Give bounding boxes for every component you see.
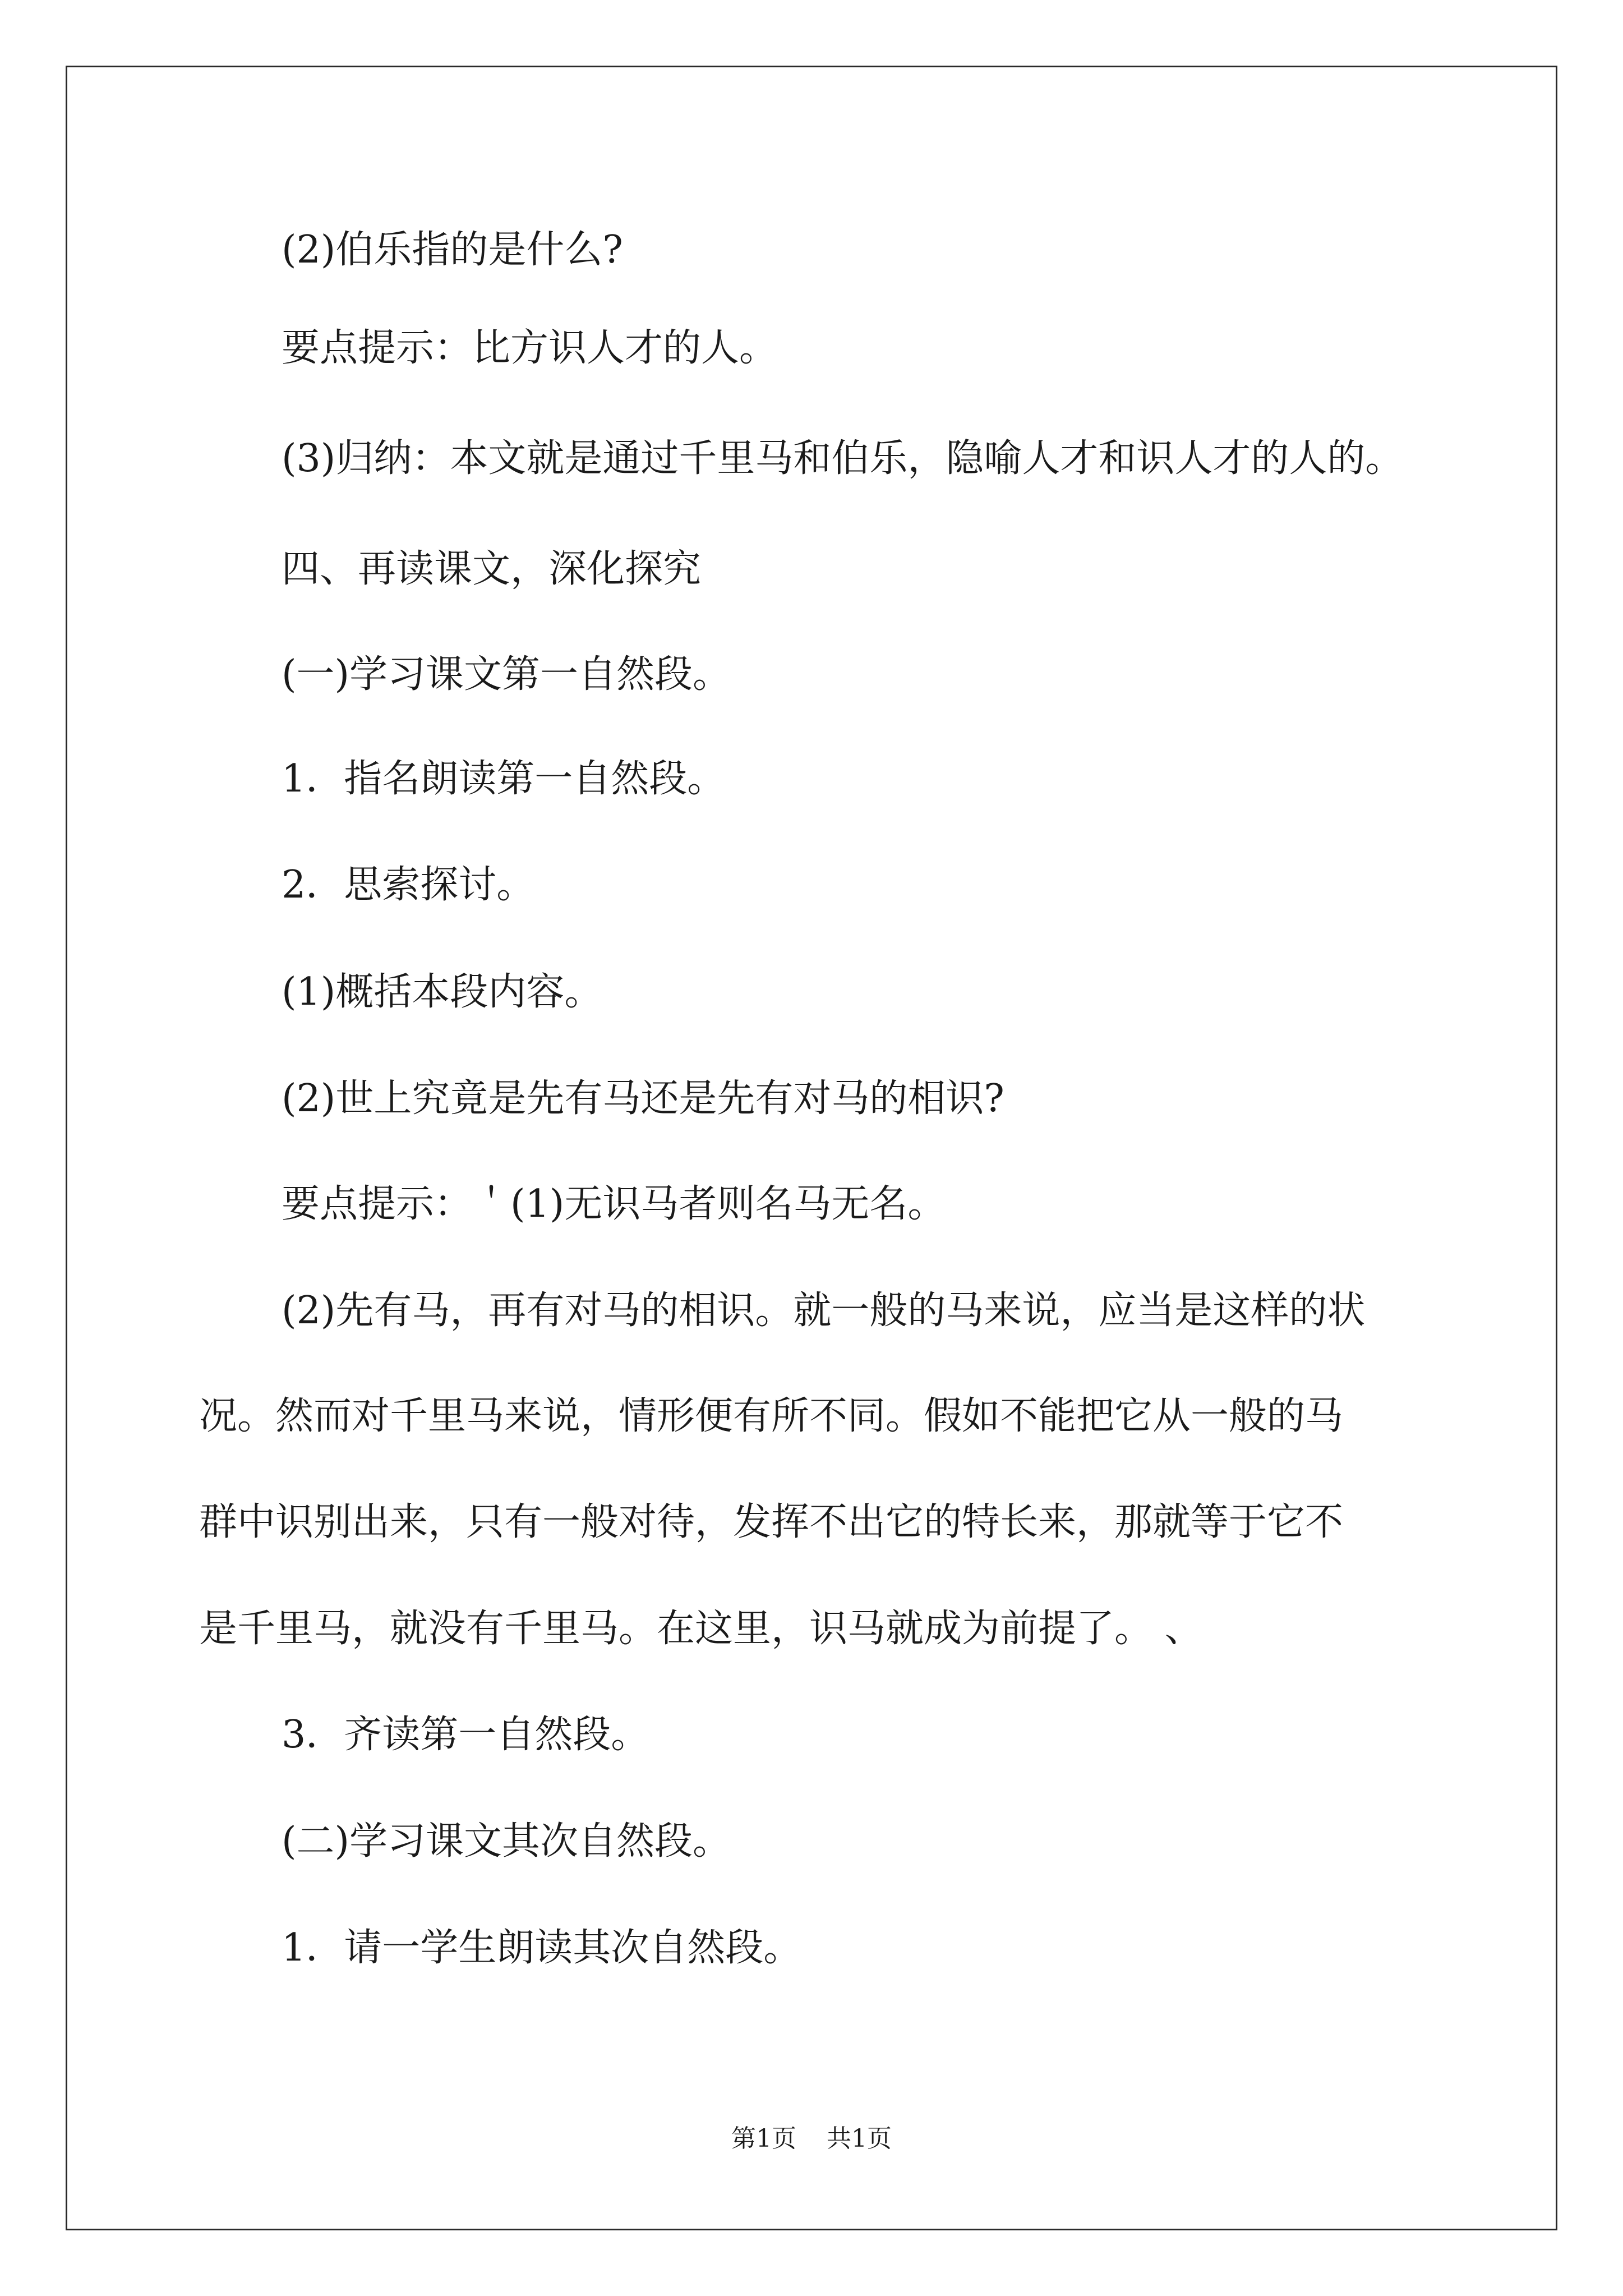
paragraph-line: (二)学习课文其次自然段。	[282, 1819, 731, 1864]
paragraph-line: 是千里马，就没有千里马。在这里，识马就成为前提了。 、	[199, 1607, 1203, 1651]
page-footer	[0, 2122, 1623, 2156]
paragraph-line: (一)学习课文第一自然段。	[282, 652, 731, 697]
paragraph-line: 2．思索探讨。	[282, 863, 535, 907]
paragraph-line: 要点提示：＇(1)无识马者则名马无名。	[282, 1182, 946, 1226]
page-border	[66, 66, 1557, 2230]
paragraph-line: (3)归纳：本文就是通过千里马和伯乐，隐喻人才和识人才的人的。	[282, 436, 1404, 481]
paragraph-line: 1．请一学生朗读其次自然段。	[282, 1926, 802, 1970]
paragraph-line: 群中识别出来，只有一般对待，发挥不出它的特长来，那就等于它不	[199, 1500, 1344, 1544]
page-number: 第1页	[731, 2124, 796, 2153]
paragraph-line: (2)伯乐指的是什么?	[282, 228, 623, 272]
paragraph-line: 况。然而对千里马来说，情形便有所不同。假如不能把它从一般的马	[199, 1394, 1344, 1438]
paragraph-line: (2)世上究竟是先有马还是先有对马的相识?	[282, 1076, 1004, 1121]
page-total: 共1页	[827, 2124, 892, 2153]
paragraph-line: (2)先有马，再有对马的相识。就一般的马来说，应当是这样的状	[282, 1289, 1366, 1333]
paragraph-line: (1)概括本段内容。	[282, 970, 603, 1014]
paragraph-line: 1．指名朗读第一自然段。	[282, 757, 726, 801]
section-heading: 四、再读课文，深化探究	[282, 547, 702, 591]
paragraph-line: 要点提示：比方识人才的人。	[282, 326, 778, 370]
paragraph-line: 3．齐读第一自然段。	[282, 1713, 649, 1757]
